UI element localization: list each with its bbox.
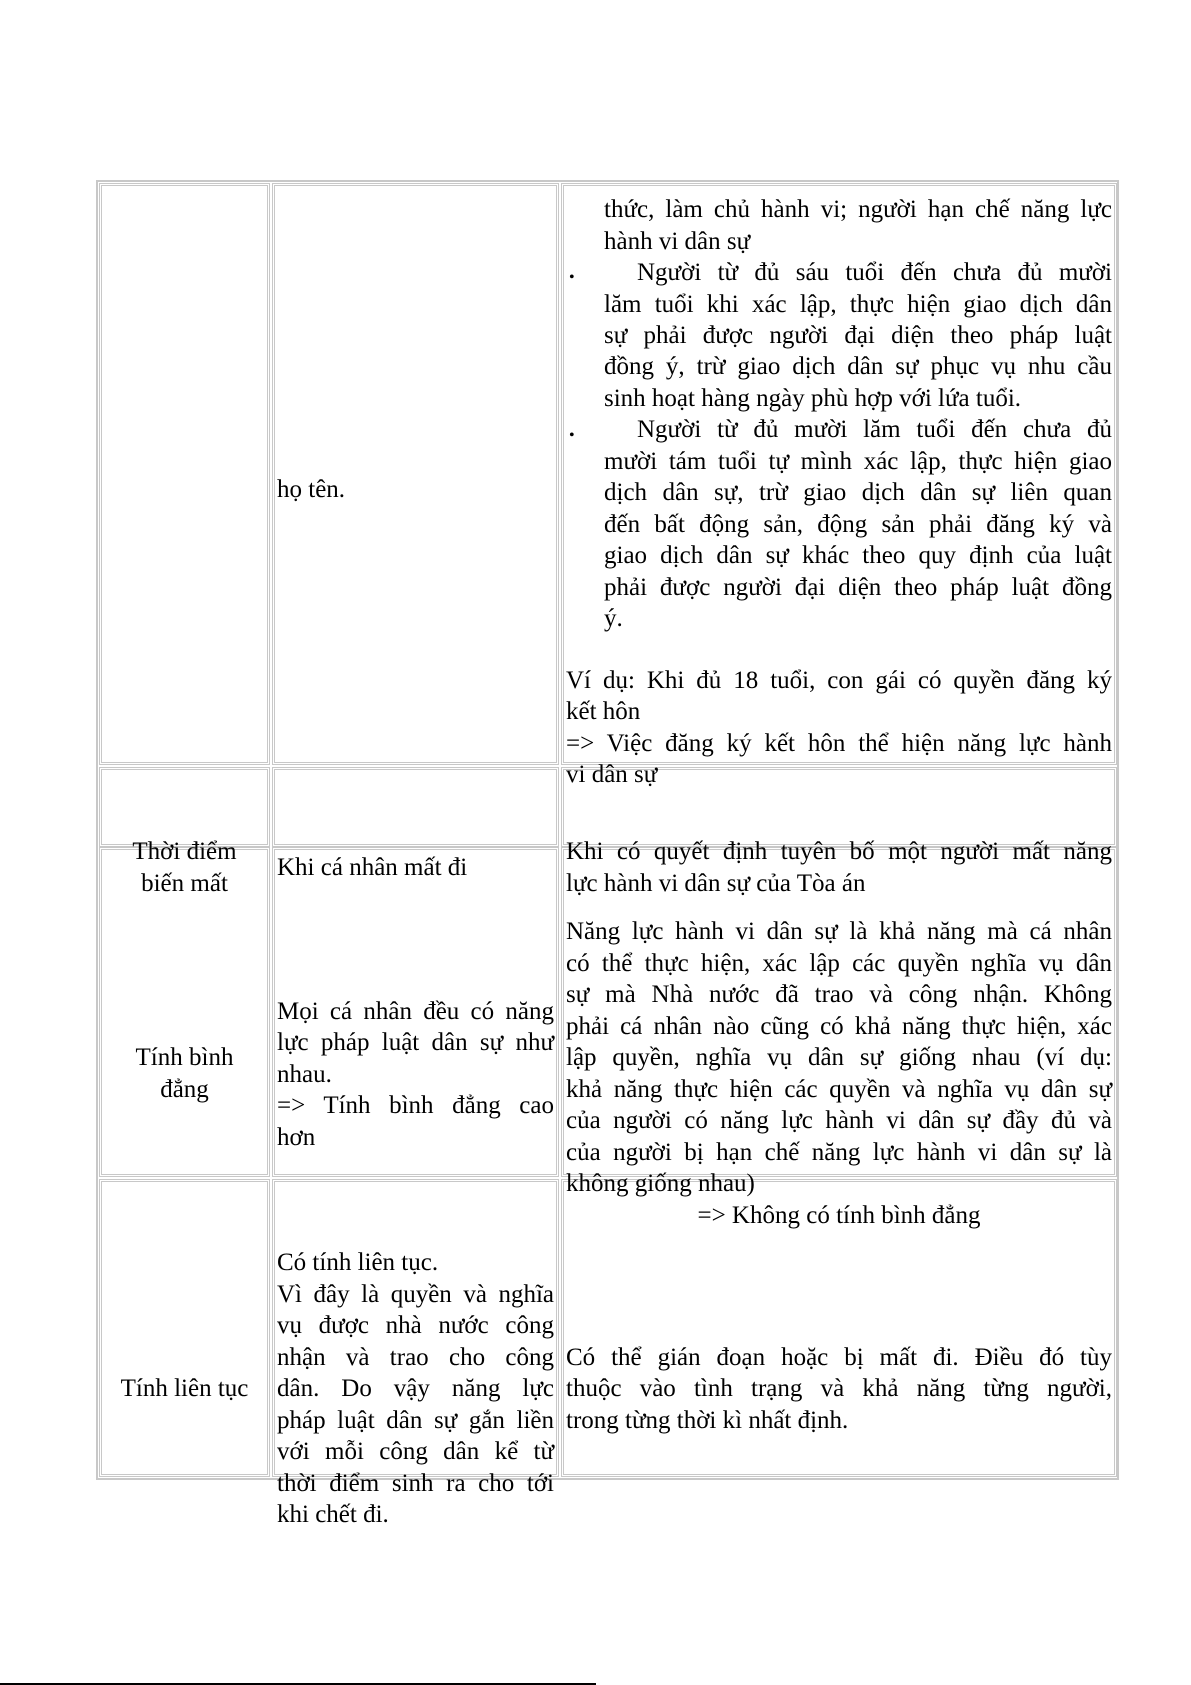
cell-text-line: => Tính bình đẳng cao xyxy=(277,1092,554,1119)
cell-text-line: phải được người đại diện theo pháp luật đồng xyxy=(604,574,1112,601)
cell-text-line: Người từ đủ sáu tuổi đến chưa đủ mười xyxy=(637,259,1112,286)
cell-text-line: vi dân sự xyxy=(566,761,658,788)
cell-text-line: thuộc vào tình trạng và khả năng từng người, xyxy=(566,1375,1112,1402)
cell-text-line: nhận và trao cho công xyxy=(277,1344,554,1371)
cell-text-line: với mỗi công dân kể từ xyxy=(277,1438,554,1465)
cell-text-line: khi chết đi. xyxy=(277,1501,389,1528)
cell-text-line: của người bị hạn chế năng lực hành vi dân sự là xyxy=(566,1139,1112,1166)
cell-text-line: Khi có quyết định tuyên bố một người mất năng xyxy=(566,838,1112,865)
row-heading: Thời điểm xyxy=(132,838,237,865)
cell-text-line: Mọi cá nhân đều có năng xyxy=(277,998,554,1025)
bullet-icon: • xyxy=(569,427,575,444)
cell-text-line: mười tám tuổi tự mình xác lập, thực hiện giao xyxy=(604,448,1112,475)
cell-text-line: pháp luật dân sự gắn liền xyxy=(277,1407,554,1434)
cell-text-line: dịch dân sự, trừ giao dịch dân sự liên quan xyxy=(604,479,1112,506)
cell-text-line: của người có năng lực hành vi dân sự đầy đủ và xyxy=(566,1107,1112,1134)
cell-text-line: thức, làm chủ hành vi; người hạn chế năng lực xyxy=(604,196,1112,223)
cell-text-line: Ví dụ: Khi đủ 18 tuổi, con gái có quyền đăng ký xyxy=(566,667,1112,694)
cell-text-line: lập quyền, nghĩa vụ dân sự giống nhau (ví dụ: xyxy=(566,1044,1112,1071)
cell-text-line: có thể thực hiện, xác lập các quyền nghĩa vụ dân xyxy=(566,950,1112,977)
cell-text-line: dân. Do vậy năng lực xyxy=(277,1375,554,1402)
cell-text-line: lực hành vi dân sự của Tòa án xyxy=(566,870,866,897)
cell-text-line: vụ được nhà nước công xyxy=(277,1312,554,1339)
cell-text-line: lăm tuổi khi xác lập, thực hiện giao dịch dân xyxy=(604,291,1112,318)
cell-text: họ tên. xyxy=(277,476,346,503)
cell-text-line: Vì đây là quyền và nghĩa xyxy=(277,1281,554,1308)
row-heading: biến mất xyxy=(141,870,228,897)
cell-text-line: hành vi dân sự xyxy=(604,228,751,255)
cell-text: Khi cá nhân mất đi xyxy=(277,854,468,881)
bullet-icon: • xyxy=(569,269,575,286)
cell-text-line: ý. xyxy=(604,605,623,632)
table-cell xyxy=(99,767,270,847)
cell-text-line: kết hôn xyxy=(566,698,641,725)
cell-text-line: Năng lực hành vi dân sự là khả năng mà cá nhân xyxy=(566,918,1112,945)
cell-text-line: => Việc đăng ký kết hôn thể hiện năng lực hành xyxy=(566,730,1112,757)
row-heading: đẳng xyxy=(160,1076,209,1103)
cell-text-line: đồng ý, trừ giao dịch dân sự phục vụ nhu cầu xyxy=(604,353,1112,380)
row-heading: Tính bình xyxy=(135,1044,234,1071)
table-cell xyxy=(272,767,559,847)
cell-text-line: thời điểm sinh ra cho tới xyxy=(277,1470,554,1497)
cell-text-line: không giống nhau) xyxy=(566,1170,755,1197)
cell-text-line: Có thể gián đoạn hoặc bị mất đi. Điều đó tùy xyxy=(566,1344,1112,1371)
cell-text-line: trong từng thời kì nhất định. xyxy=(566,1407,849,1434)
cell-text-line: sự phải được người đại diện theo pháp luật xyxy=(604,322,1112,349)
cell-text-line: giao dịch dân sự khác theo quy định của luật xyxy=(604,542,1112,569)
row-heading: Tính liên tục xyxy=(120,1375,249,1402)
cell-text-line: khả năng thực hiện các quyền và nghĩa vụ dân sự xyxy=(566,1076,1112,1103)
cell-text-line: hơn xyxy=(277,1124,316,1151)
cell-conclusion: => Không có tính bình đẳng xyxy=(697,1202,981,1229)
cell-text-line: phải cá nhân nào cũng có khả năng thực hiện, xác xyxy=(566,1013,1112,1040)
cell-text-line: đến bất động sản, động sản phải đăng ký và xyxy=(604,511,1112,538)
cell-text-line: Người từ đủ mười lăm tuổi đến chưa đủ xyxy=(637,416,1112,443)
cell-text-line: Có tính liên tục. xyxy=(277,1249,439,1276)
cell-text-line: sự mà Nhà nước đã trao và công nhận. Không xyxy=(566,981,1112,1008)
cell-text-line: sinh hoạt hàng ngày phù hợp với lứa tuổi. xyxy=(604,385,1022,412)
cell-text-line: lực pháp luật dân sự như xyxy=(277,1029,554,1056)
table-cell xyxy=(99,183,270,765)
table-cell xyxy=(99,1179,270,1477)
cell-text-line: nhau. xyxy=(277,1061,332,1088)
